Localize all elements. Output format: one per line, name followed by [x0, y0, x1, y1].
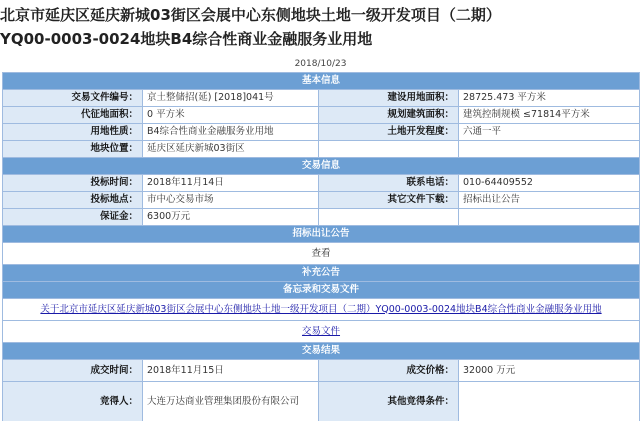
memo-document-link[interactable]: 关于北京市延庆区延庆新城03街区会展中心东侧地块土地一级开发项目（二期）YQ00-0003-0024地块B4综合性商业金融服务业用地	[3, 299, 640, 321]
dev-level-label: 土地开发程度：	[319, 124, 459, 141]
plan-area-value: 建筑控制规模 ≤71814平方米	[459, 107, 640, 124]
section-basic-header: 基本信息	[3, 73, 640, 90]
section-memo-header: 备忘录和交易文件	[3, 282, 640, 299]
page-title-line2: YQ00-0003-0024地块B4综合性商业金融服务业用地	[0, 30, 373, 48]
section-notice-header: 招标出让公告	[3, 226, 640, 243]
doc-no-value: 京土整储招(延) [2018]041号	[143, 90, 319, 107]
winner-label: 竞得人：	[3, 382, 143, 421]
empty-cell	[459, 209, 640, 226]
land-use-label: 用地性质：	[3, 124, 143, 141]
dev-level-value: 六通一平	[459, 124, 640, 141]
winner-value: 大连万达商业管理集团股份有限公司	[143, 382, 319, 421]
other-docs-label: 其它文件下载：	[319, 192, 459, 209]
other-docs-value[interactable]: 招标出让公告	[459, 192, 640, 209]
phone-label: 联系电话：	[319, 175, 459, 192]
build-area-value: 28725.473 平方米	[459, 90, 640, 107]
bid-place-value: 市中心交易市场	[143, 192, 319, 209]
view-notice-link[interactable]: 查看	[3, 243, 640, 265]
build-area-label: 建设用地面积：	[319, 90, 459, 107]
section-result-header: 交易结果	[3, 343, 640, 360]
plan-area-label: 规划建筑面积：	[319, 107, 459, 124]
location-label: 地块位置：	[3, 141, 143, 158]
phone-value: 010-64409552	[459, 175, 640, 192]
deposit-label: 保证金：	[3, 209, 143, 226]
publish-date: 2018/10/23	[294, 59, 347, 69]
section-trade-header: 交易信息	[3, 158, 640, 175]
deal-time-label: 成交时间：	[3, 360, 143, 382]
page-title-line1: 北京市延庆区延庆新城03街区会展中心东侧地块土地一级开发项目（二期）	[0, 6, 501, 24]
section-supplement-header: 补充公告	[3, 265, 640, 282]
deposit-value: 6300万元	[143, 209, 319, 226]
other-cond-value	[459, 382, 640, 421]
other-cond-label: 其他竞得条件：	[319, 382, 459, 421]
empty-cell	[319, 141, 459, 158]
bid-time-label: 投标时间：	[3, 175, 143, 192]
doc-no-label: 交易文件编号：	[3, 90, 143, 107]
deal-time-value: 2018年11月15日	[143, 360, 319, 382]
bid-time-value: 2018年11月14日	[143, 175, 319, 192]
proxy-area-label: 代征地面积：	[3, 107, 143, 124]
location-value: 延庆区延庆新城03街区	[143, 141, 319, 158]
deal-price-label: 成交价格：	[319, 360, 459, 382]
bid-place-label: 投标地点：	[3, 192, 143, 209]
land-info-table	[2, 72, 640, 421]
empty-cell	[319, 209, 459, 226]
land-use-value: B4综合性商业金融服务业用地	[143, 124, 319, 141]
deal-price-value: 32000 万元	[459, 360, 640, 382]
trade-docs-link[interactable]: 交易文件	[3, 321, 640, 343]
proxy-area-value: 0 平方米	[143, 107, 319, 124]
empty-cell	[459, 141, 640, 158]
